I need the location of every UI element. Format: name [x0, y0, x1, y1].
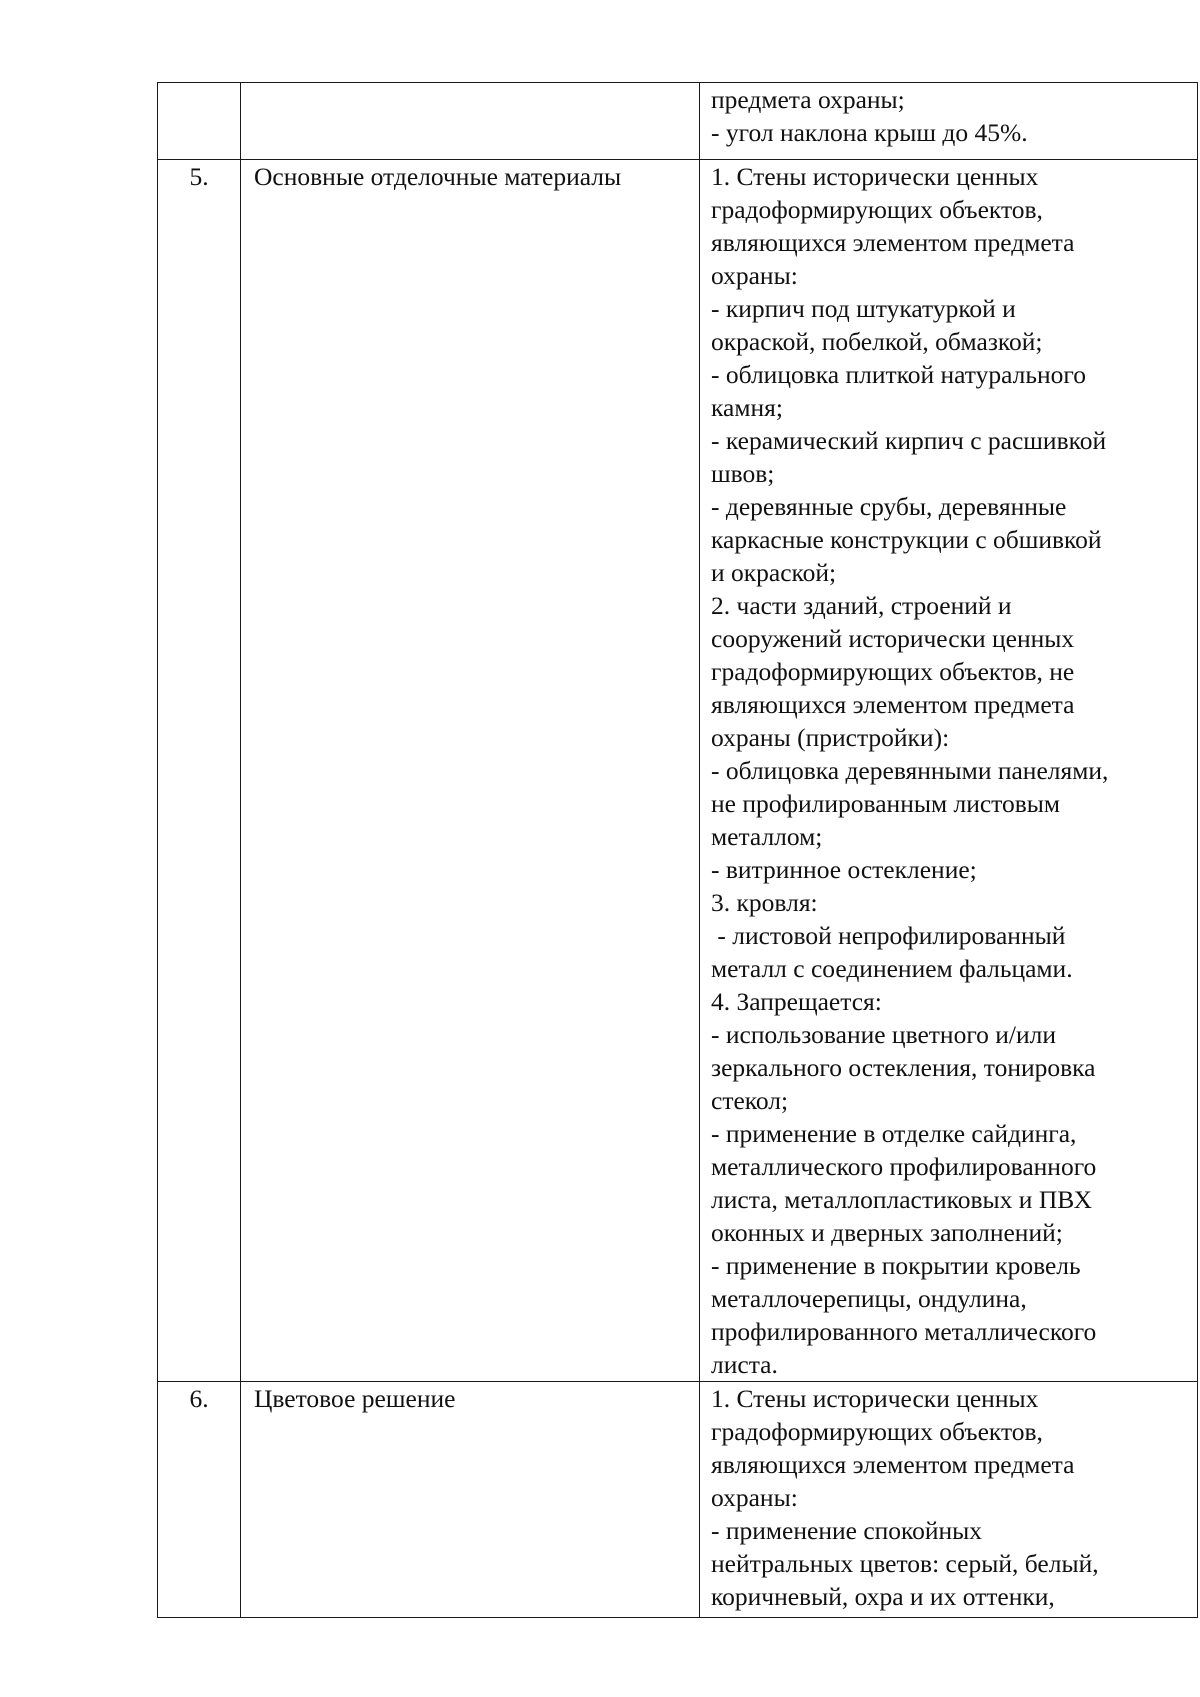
description-line: швов;: [711, 459, 775, 488]
description-line: - листовой непрофилированный: [711, 921, 1066, 950]
description-line: - применение в покрытии кровель: [711, 1251, 1081, 1280]
description-line: охраны:: [711, 1483, 798, 1512]
description-line: предмета охраны;: [711, 85, 905, 114]
description-line: - керамический кирпич с расшивкой: [711, 426, 1107, 455]
table-row: [158, 160, 1198, 1382]
description-line: и окраской;: [711, 558, 837, 587]
row-description-cell: [700, 160, 1198, 1382]
row-name-cell: Цветовое решение: [241, 1382, 700, 1618]
description-line: не профилированным листовым: [711, 789, 1061, 818]
description-line: металлочерепицы, ондулина,: [711, 1284, 1027, 1313]
row-number-cell: 6.: [158, 1382, 241, 1618]
description-line: зеркального остекления, тонировка: [711, 1053, 1096, 1082]
description-line: градоформирующих объектов,: [711, 195, 1043, 224]
description-line: коричневый, охра и их оттенки,: [711, 1582, 1055, 1611]
description-line: являющихся элементом предмета: [711, 1450, 1075, 1479]
description-line: сооружений исторически ценных: [711, 624, 1075, 653]
description-line: металлического профилированного: [711, 1152, 1097, 1181]
row-number-cell: [158, 83, 241, 160]
description-line: 3. кровля:: [711, 888, 818, 917]
row-description-cell: [700, 1382, 1198, 1618]
description-line: - витринное остекление;: [711, 855, 977, 884]
description-line: градоформирующих объектов, не: [711, 657, 1075, 686]
description-line: стекол;: [711, 1086, 789, 1115]
description-line: металл с соединением фальцами.: [711, 954, 1073, 983]
description-line: 1. Стены исторически ценных: [711, 162, 1039, 191]
description-line: оконных и дверных заполнений;: [711, 1218, 1063, 1247]
description-line: - облицовка деревянными панелями,: [711, 756, 1109, 785]
row-number-cell: 5.: [158, 160, 241, 1382]
description-line: - угол наклона крыш до 45%.: [711, 118, 1028, 147]
description-line: 1. Стены исторически ценных: [711, 1384, 1039, 1413]
description-line: охраны (пристройки):: [711, 723, 950, 752]
description-line: листа, металлопластиковых и ПВХ: [711, 1185, 1093, 1214]
description-line: градоформирующих объектов,: [711, 1417, 1043, 1446]
description-line: - использование цветного и/или: [711, 1020, 1057, 1049]
table-row: [158, 83, 1198, 160]
requirements-table: [157, 82, 1198, 1618]
description-line: профилированного металлического: [711, 1317, 1097, 1346]
description-line: нейтральных цветов: серый, белый,: [711, 1549, 1099, 1578]
row-description-cell: [700, 83, 1198, 160]
description-line: являющихся элементом предмета: [711, 228, 1075, 257]
row-name-cell: Основные отделочные материалы: [241, 160, 700, 1382]
description-line: камня;: [711, 393, 783, 422]
description-line: являющихся элементом предмета: [711, 690, 1075, 719]
description-line: 4. Запрещается:: [711, 987, 882, 1016]
description-line: - применение в отделке сайдинга,: [711, 1119, 1077, 1148]
description-line: охраны:: [711, 261, 798, 290]
description-line: 2. части зданий, строений и: [711, 591, 1012, 620]
description-line: каркасные конструкции с обшивкой: [711, 525, 1102, 554]
description-line: - облицовка плиткой натурального: [711, 360, 1086, 389]
table-row: [158, 1382, 1198, 1618]
description-line: листа.: [711, 1350, 778, 1379]
description-line: окраской, побелкой, обмазкой;: [711, 327, 1043, 356]
description-line: - деревянные срубы, деревянные: [711, 492, 1067, 521]
description-line: - применение спокойных: [711, 1516, 983, 1545]
row-name-cell: [241, 83, 700, 160]
description-line: металлом;: [711, 822, 823, 851]
description-line: - кирпич под штукатуркой и: [711, 294, 1016, 323]
